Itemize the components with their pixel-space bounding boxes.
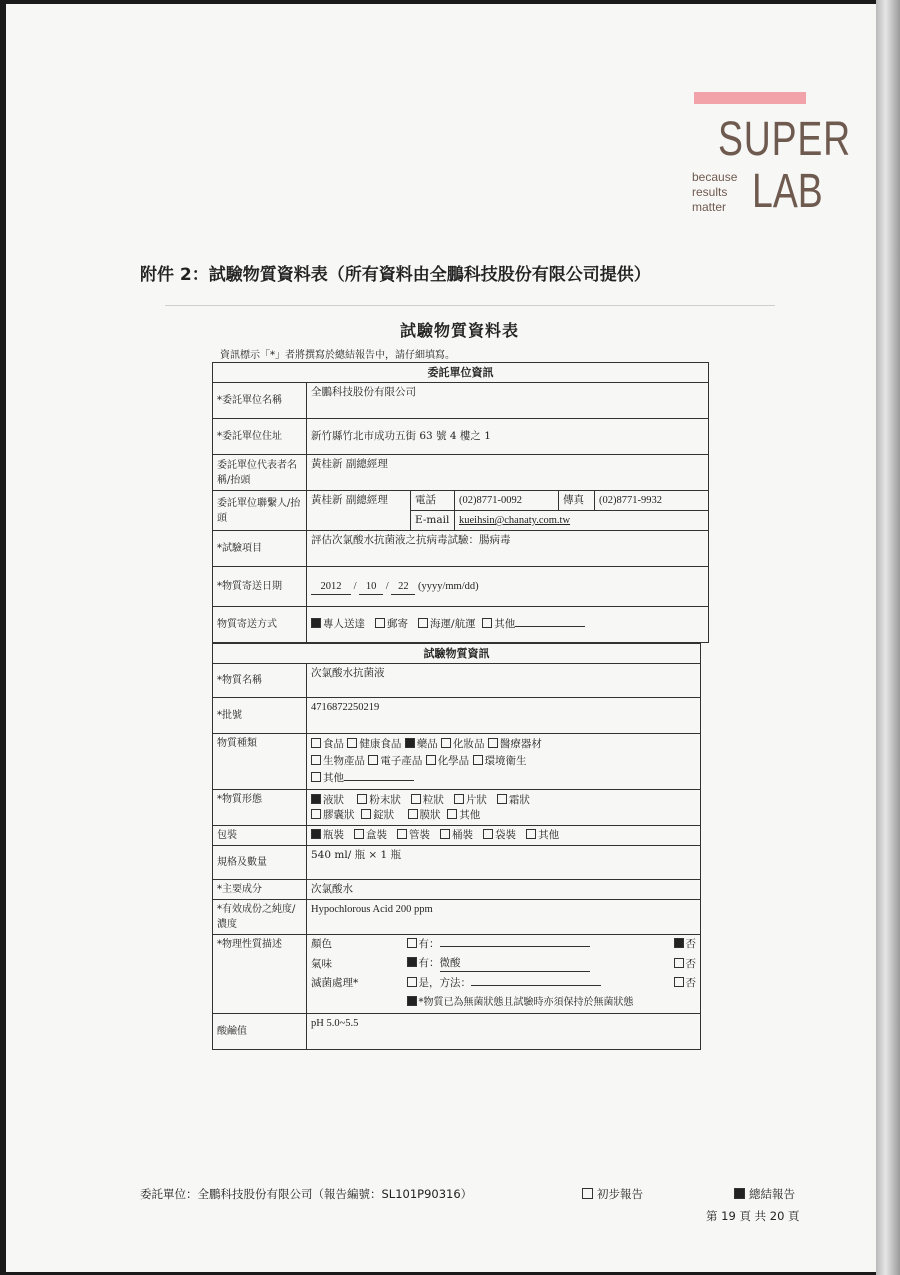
category-options: 食品 健康食品 藥品 化妝品 醫療器材 生物產品 電子產品 化學品 環境衛生 其他: [307, 734, 701, 790]
footer-page-number: 第 19 頁 共 20 頁: [706, 1209, 800, 1223]
ship-method-options: 專人送達 郵寄 海運/航運 其他: [307, 607, 709, 643]
logo-super: SUPER: [718, 113, 851, 166]
substance-info-table: [212, 643, 701, 1050]
divider: [165, 305, 775, 306]
client-section-title: 委託單位資訊: [213, 363, 709, 383]
test-item-value: 評估次氯酸水抗菌液之抗病毒試驗：腸病毒: [307, 531, 709, 567]
ship-day: 22: [391, 579, 415, 595]
sterile-no: 否: [633, 974, 701, 993]
footer-final: 總結報告: [734, 1186, 795, 1202]
client-info-table: [212, 362, 709, 643]
checkbox-checked: [734, 1188, 745, 1199]
logo-tagline: because results matter: [692, 170, 738, 214]
form-options: 液狀 粉末狀 粒狀 片狀 霜狀 膠囊狀 錠狀 膜狀 其他: [307, 790, 701, 826]
phone-value: (02)8771-0092: [455, 491, 559, 511]
checkbox: [418, 618, 428, 628]
substance-name-value: 次氯酸水抗菌液: [307, 664, 701, 698]
fax-value: (02)8771-9932: [595, 491, 709, 511]
substance-section-title: 試驗物質資訊: [213, 644, 701, 664]
footer-client: 委託單位：全鵬科技股份有限公司（報告編號：SL101P90316）: [140, 1187, 473, 1201]
odor-has: 有：微酸: [403, 954, 633, 974]
sterile-yes: 是，方法：: [403, 974, 633, 993]
book-binding-edge: [876, 0, 900, 1275]
client-contact-value: 黃桂新 副總經理: [307, 491, 411, 531]
client-contact-label: 委託單位聯繫人/抬頭: [213, 491, 307, 531]
color-label: 顏色: [307, 935, 403, 955]
active-value: Hypochlorous Acid 200 ppm: [307, 900, 701, 935]
package-label: 包裝: [213, 826, 307, 846]
main-ingredient-value: 次氯酸水: [307, 880, 701, 900]
client-address-value: 新竹縣竹北市成功五街 63 號 4 樓之 1: [307, 419, 709, 455]
color-no: 否: [633, 935, 701, 955]
spec-label: 規格及數量: [213, 846, 307, 880]
client-name-label: *委託單位名稱: [213, 383, 307, 419]
email-label: E-mail: [411, 511, 455, 531]
category-label: 物質種類: [213, 734, 307, 790]
odor-no: 否: [633, 954, 701, 974]
color-has: 有：: [403, 935, 633, 955]
ship-date-value: 2012 / 10 / 22 (yyyy/mm/dd): [307, 567, 709, 607]
phone-label: 電話: [411, 491, 455, 511]
ph-label: 酸鹼值: [213, 1013, 307, 1049]
client-rep-label: 委託單位代表者名稱/抬頭: [213, 455, 307, 491]
fax-label: 傳真: [559, 491, 595, 511]
sterile-label: 滅菌處理*: [307, 974, 403, 993]
footer-prelim: 初步報告: [582, 1186, 643, 1202]
sterile-note: *物質已為無菌狀態且試驗時亦須保持於無菌狀態: [403, 993, 701, 1013]
email-value: kueihsin@chanaty.com.tw: [455, 511, 709, 531]
checkbox: [375, 618, 385, 628]
ship-year: 2012: [311, 579, 351, 595]
logo-lab: LAB: [752, 165, 823, 218]
test-item-label: *試驗項目: [213, 531, 307, 567]
ph-value: pH 5.0~5.5: [307, 1013, 701, 1049]
main-ingredient-label: *主要成分: [213, 880, 307, 900]
client-address-label: *委託單位住址: [213, 419, 307, 455]
page-heading: 附件 2：試驗物質資料表（所有資料由全鵬科技股份有限公司提供）: [140, 265, 651, 285]
batch-label: *批號: [213, 698, 307, 734]
batch-value: 4716872250219: [307, 698, 701, 734]
ship-method-label: 物質寄送方式: [213, 607, 307, 643]
spec-value: 540 ml/ 瓶 × 1 瓶: [307, 846, 701, 880]
physical-label: *物理性質描述: [213, 935, 307, 1014]
checkbox: [482, 618, 492, 628]
checkbox: [582, 1188, 593, 1199]
client-rep-value: 黃桂新 副總經理: [307, 455, 709, 491]
ship-date-label: *物質寄送日期: [213, 567, 307, 607]
ship-date-format: (yyyy/mm/dd): [417, 580, 479, 592]
package-options: 瓶裝 盒裝 管裝 桶裝 袋裝 其他: [307, 826, 701, 846]
form-note: 資訊標示「*」者將撰寫於總結報告中，請仔細填寫。: [220, 350, 455, 361]
ship-month: 10: [359, 579, 383, 595]
logo-accent-bar: [694, 92, 806, 104]
checkbox-checked: [311, 618, 321, 628]
form-label: *物質形態: [213, 790, 307, 826]
substance-name-label: *物質名稱: [213, 664, 307, 698]
active-label: *有效成份之純度/濃度: [213, 900, 307, 935]
client-name-value: 全鵬科技股份有限公司: [307, 383, 709, 419]
form-title: 試驗物質資料表: [400, 321, 520, 340]
odor-label: 氣味: [307, 954, 403, 974]
